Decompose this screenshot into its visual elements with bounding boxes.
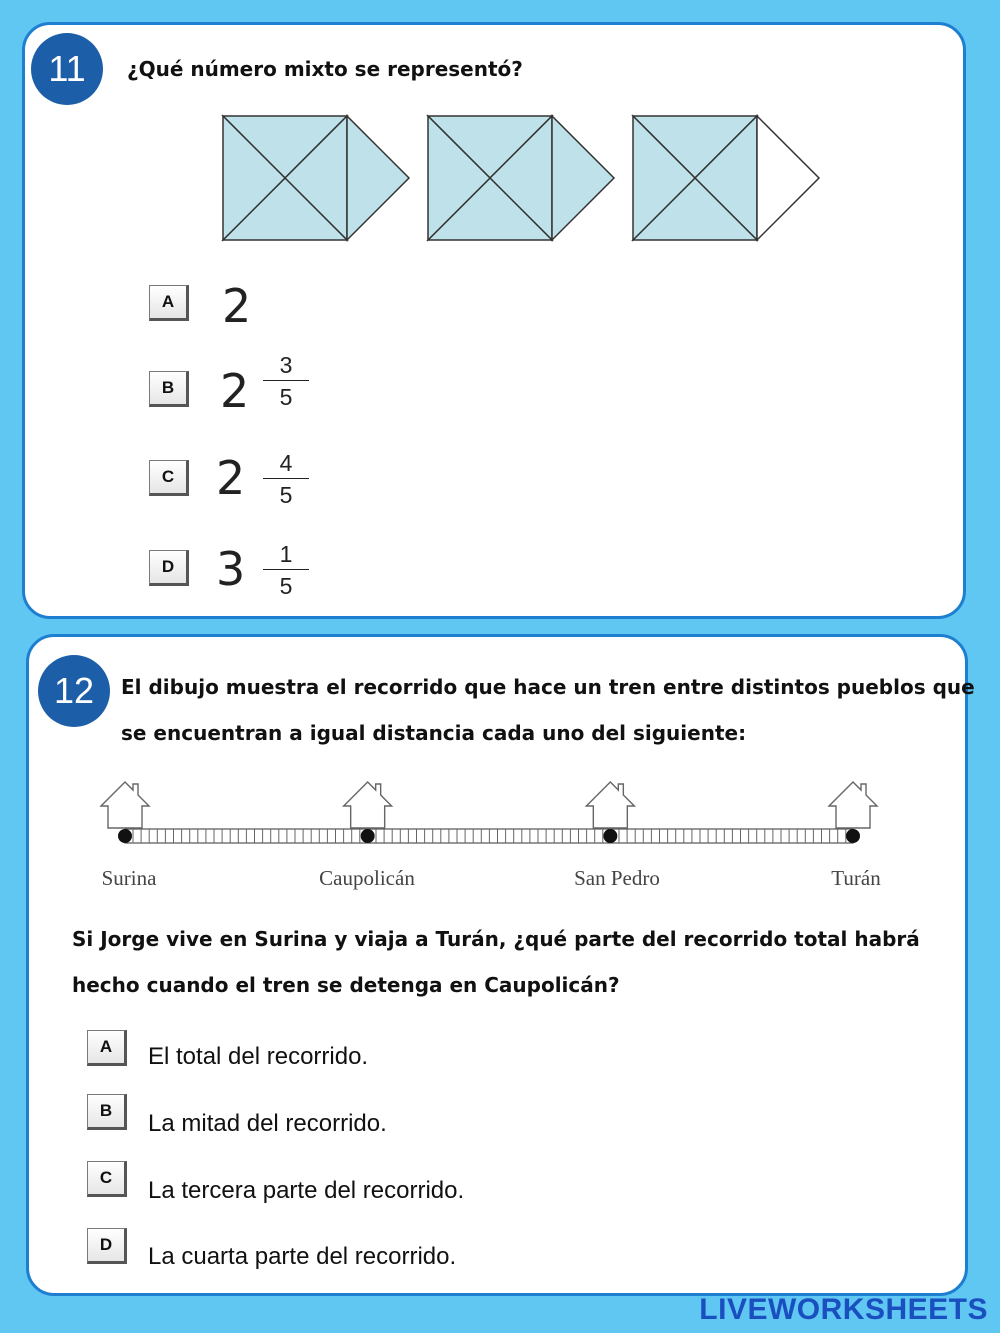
station-dot <box>846 829 860 843</box>
option-a-text: El total del recorrido. <box>148 1043 369 1070</box>
station-dot <box>118 829 132 843</box>
house-icon <box>586 782 634 828</box>
option-a-whole: 2 <box>222 279 252 333</box>
train-route-diagram <box>95 778 895 858</box>
fraction-shape <box>223 116 409 240</box>
option-d-button[interactable]: D <box>149 550 189 586</box>
option-d-fraction <box>263 539 309 602</box>
option-d-denominator: 5 <box>279 573 293 599</box>
town-label-surina: Surina <box>101 866 157 890</box>
option-c-button[interactable]: C <box>87 1161 127 1197</box>
liveworksheets-logo: LIVEWORKSHEETS <box>699 1293 988 1326</box>
option-b-fraction <box>263 350 309 413</box>
station-dot <box>603 829 617 843</box>
option-b-numerator: 3 <box>263 350 309 381</box>
town-label-caupolican: Caupolicán <box>319 866 415 890</box>
option-c-denominator: 5 <box>279 482 293 508</box>
question-12-intro-line-1: El dibujo muestra el recorrido que hace un tren entre distintos pueblos que <box>121 675 975 699</box>
house-icon <box>101 782 149 828</box>
fraction-shape <box>633 116 819 240</box>
mixed-number-figure <box>215 110 830 250</box>
option-c-numerator: 4 <box>263 448 309 479</box>
question-number-badge: 12 <box>38 655 110 727</box>
option-d-text: La cuarta parte del recorrido. <box>148 1243 457 1270</box>
question-12-intro-line-2: se encuentran a igual distancia cada uno del siguiente: <box>121 721 747 745</box>
option-a-button[interactable]: A <box>149 285 189 321</box>
house-icon <box>829 782 877 828</box>
fraction-part <box>347 116 409 240</box>
fraction-part <box>757 116 819 240</box>
option-b-button[interactable]: B <box>87 1094 127 1130</box>
option-d-numerator: 1 <box>263 539 309 570</box>
option-a-button[interactable]: A <box>87 1030 127 1066</box>
option-d-whole: 3 <box>216 542 246 596</box>
question-12-text-line-2: hecho cuando el tren se detenga en Caupolicán? <box>72 973 620 997</box>
fraction-shape <box>428 116 614 240</box>
option-b-denominator: 5 <box>279 384 293 410</box>
option-c-text: La tercera parte del recorrido. <box>148 1177 465 1204</box>
question-number-badge: 11 <box>31 33 103 105</box>
question-12-text-line-1: Si Jorge vive en Surina y viaja a Turán, ¿qué parte del recorrido total habrá <box>72 927 920 951</box>
option-b-button[interactable]: B <box>149 371 189 407</box>
option-b-text: La mitad del recorrido. <box>148 1110 387 1137</box>
station-dot <box>361 829 375 843</box>
option-b-whole: 2 <box>220 364 250 418</box>
option-c-button[interactable]: C <box>149 460 189 496</box>
option-c-fraction <box>263 448 309 511</box>
question-11-text: ¿Qué número mixto se representó? <box>127 57 523 81</box>
town-label-turan: Turán <box>831 866 881 890</box>
town-label-san-pedro: San Pedro <box>574 866 660 890</box>
house-icon <box>344 782 392 828</box>
option-c-whole: 2 <box>216 451 246 505</box>
option-d-button[interactable]: D <box>87 1228 127 1264</box>
fraction-part <box>552 116 614 240</box>
